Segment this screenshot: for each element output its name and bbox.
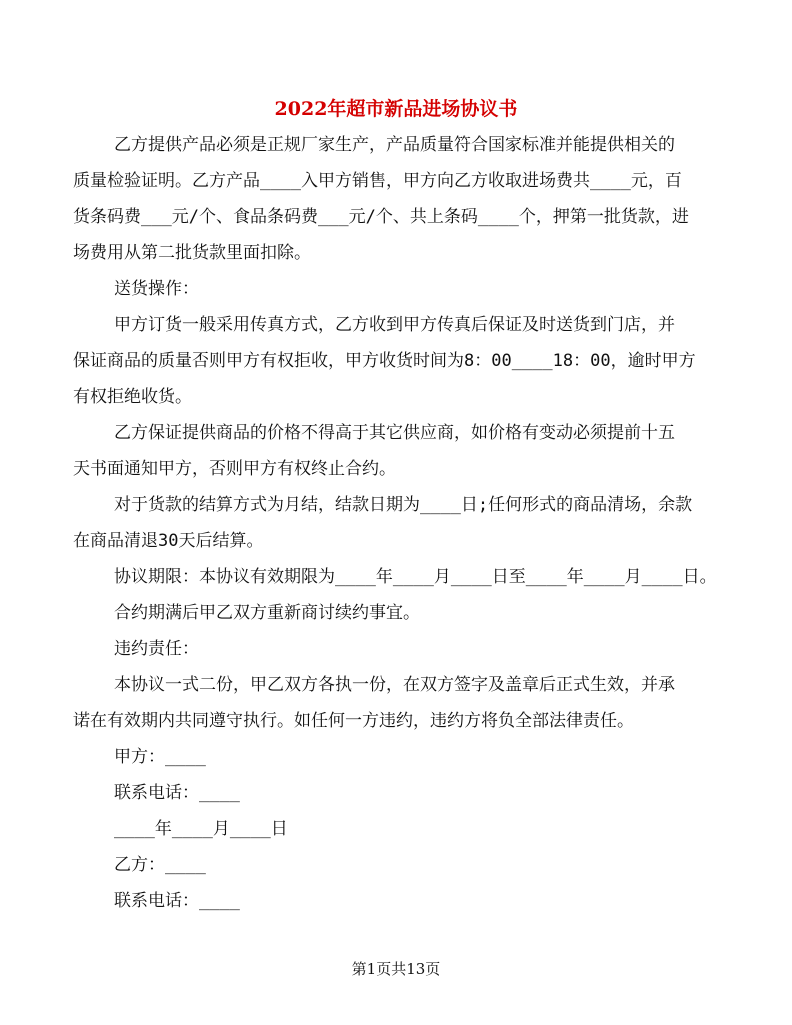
section-heading-breach: 违约责任：: [73, 639, 199, 659]
document-title: 2022年超市新品进场协议书: [274, 98, 518, 120]
paragraph-line: 货条码费___元/个、食品条码费___元/个、共上条码____个，押第一批货款，进: [73, 207, 689, 227]
paragraph-line: 本协议一式二份，甲乙双方各执一份，在双方签字及盖章后正式生效，并承: [73, 675, 675, 695]
paragraph-line: 对于货款的结算方式为月结，结款日期为____日;任何形式的商品清场，余款: [73, 495, 693, 515]
paragraph-line: 甲方订货一般采用传真方式，乙方收到甲方传真后保证及时送货到门店，并: [73, 315, 675, 335]
paragraph-line: 保证商品的质量否则甲方有权拒收，甲方收货时间为8：00____18：00，逾时甲方: [73, 351, 696, 371]
paragraph-line-term: 协议期限：本协议有效期限为____年____月____日至____年____月____日。: [73, 567, 717, 587]
section-heading-delivery: 送货操作：: [73, 279, 199, 299]
paragraph-line: 天书面通知甲方，否则甲方有权终止合约。: [73, 459, 396, 479]
paragraph-line: 乙方保证提供商品的价格不得高于其它供应商，如价格有变动必须提前十五: [73, 423, 675, 443]
paragraph-line: 乙方提供产品必须是正规厂家生产，产品质量符合国家标准并能提供相关的: [73, 135, 675, 155]
paragraph-line: 场费用从第二批货款里面扣除。: [73, 243, 311, 263]
page-number: 第1页共13页: [351, 960, 441, 978]
paragraph-line: 质量检验证明。乙方产品____入甲方销售，甲方向乙方收取进场费共____元，百: [73, 171, 682, 191]
date-field: ____年____月____日: [73, 819, 288, 839]
paragraph-line: 在商品清退30天后结算。: [73, 531, 264, 551]
paragraph-line: 诺在有效期内共同遵守执行。如任何一方违约，违约方将负全部法律责任。: [73, 711, 634, 731]
party-a-field: 甲方：____: [73, 747, 206, 767]
party-a-phone-field: 联系电话：____: [73, 783, 240, 803]
party-b-phone-field: 联系电话：____: [73, 891, 240, 911]
party-b-field: 乙方：____: [73, 855, 206, 875]
paragraph-line: 有权拒绝收货。: [73, 387, 192, 407]
paragraph-line: 合约期满后甲乙双方重新商讨续约事宜。: [73, 603, 420, 623]
